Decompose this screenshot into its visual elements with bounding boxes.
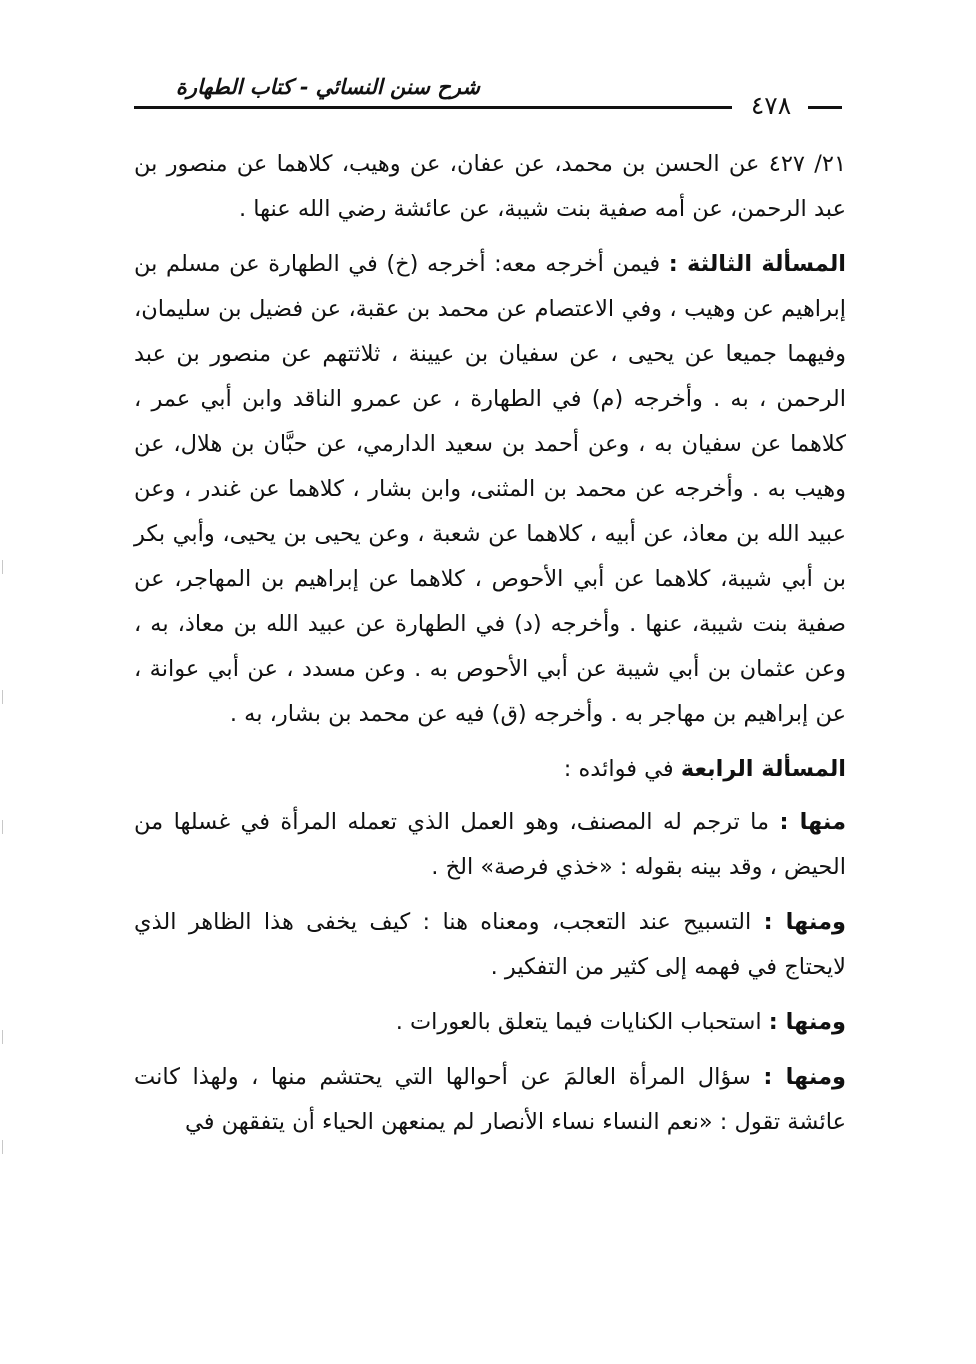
hadith-paragraph (134, 142, 846, 232)
benefit-text: استحباب الكنايات فيما يتعلق بالعورات . (395, 1009, 762, 1035)
scan-mark (2, 1030, 3, 1044)
scan-mark (2, 820, 3, 834)
header-rule (134, 106, 732, 109)
benefit-label: منها : (779, 809, 846, 835)
benefit-label: ومنها : (763, 909, 846, 935)
benefit-text: التسبيح عند التعجب، ومعناه هنا : كيف يخفى هذا الظاهر الذي لايحتاج في فهمه إلى كثير من التفكير . (134, 909, 846, 980)
benefit-paragraph (134, 900, 846, 990)
hadith-text: عن الحسن بن محمد، عن عفان، عن وهيب، كلاهما عن منصور بن عبد الرحمن، عن أمه صفية بنت شيبة، عن عائشة رضي الله عنها . (134, 151, 846, 222)
page-number-dash (808, 106, 842, 109)
masala-3-paragraph (134, 242, 846, 737)
benefit-label: ومنها : (768, 1009, 846, 1035)
benefit-paragraph (134, 800, 846, 890)
benefit-paragraph (134, 1000, 846, 1045)
benefit-text: ما ترجم له المصنف، وهو العمل الذي تعمله المرأة في غسلها من الحيض ، وقد بينه بقوله : «خذي فرصة» الخ . (134, 809, 846, 880)
page-number: ٤٧٨ (750, 91, 792, 120)
masala-4-label: المسألة الرابعة (680, 756, 846, 782)
masala-4-text: في فوائده : (563, 756, 674, 782)
benefit-text: سؤال المرأة العالمَ عن أحوالها التي يحتشم منها ، ولهذا كانت عائشة تقول : «نعم النساء نساء الأنصار لم يمنعهن الحياء أن يتفقهن في (134, 1064, 846, 1135)
benefit-paragraph (134, 1055, 846, 1145)
scan-mark (2, 1140, 3, 1154)
running-title: شرح سنن النسائي - كتاب الطهارة (175, 74, 480, 99)
scan-mark (2, 690, 3, 704)
masala-3-text: فيمن أخرجه معه: أخرجه (خ) في الطهارة عن مسلم بن إبراهيم عن وهيب ، وفي الاعتصام عن محمد بن عقبة، عن فضيل بن سليمان، وفيهما جميعا عن يحيى ، عن سفيان بن عيينة ، ثلاثتهم عن منصور بن عبد الرحمن ، به . وأخرجه (م) في الطهارة ، عن عمرو الناقد وابن أبي عمر ، كلاهما عن سفيان به ، وعن أحمد بن سعيد الدارمي، عن حبَّان بن هلال، عن وهيب به . وأخرجه عن محمد بن المثنى، وابن بشار ، كلاهما عن غندر ، وعن عبيد الله بن معاذ، عن أبيه ، كلاهما عن شعبة ، وعن يحيى بن يحيى، وأبي بكر بن أبي شيبة، كلاهما عن أبي الأحوص ، كلاهما عن إبراهيم بن المهاجر، عن صفية بنت شيبة، عنها . وأخرجه (د) في الطهارة عن عبيد الله بن معاذ، به ، وعن عثمان بن أبي شيبة عن أبي الأحوص به . وعن مسدد ، عن أبي عوانة ، عن إبراهيم بن مهاجر به . وأخرجه (ق) فيه عن محمد بن بشار، به . (134, 251, 846, 727)
body-text (134, 142, 846, 1155)
scan-edge-marks (0, 0, 6, 1364)
masala-3-label: المسألة الثالثة : (668, 251, 847, 277)
hadith-number: ٢١/ ٤٢٧ (768, 151, 847, 177)
scan-mark (2, 560, 3, 574)
masala-4-heading (134, 747, 846, 792)
benefit-label: ومنها : (763, 1064, 846, 1090)
